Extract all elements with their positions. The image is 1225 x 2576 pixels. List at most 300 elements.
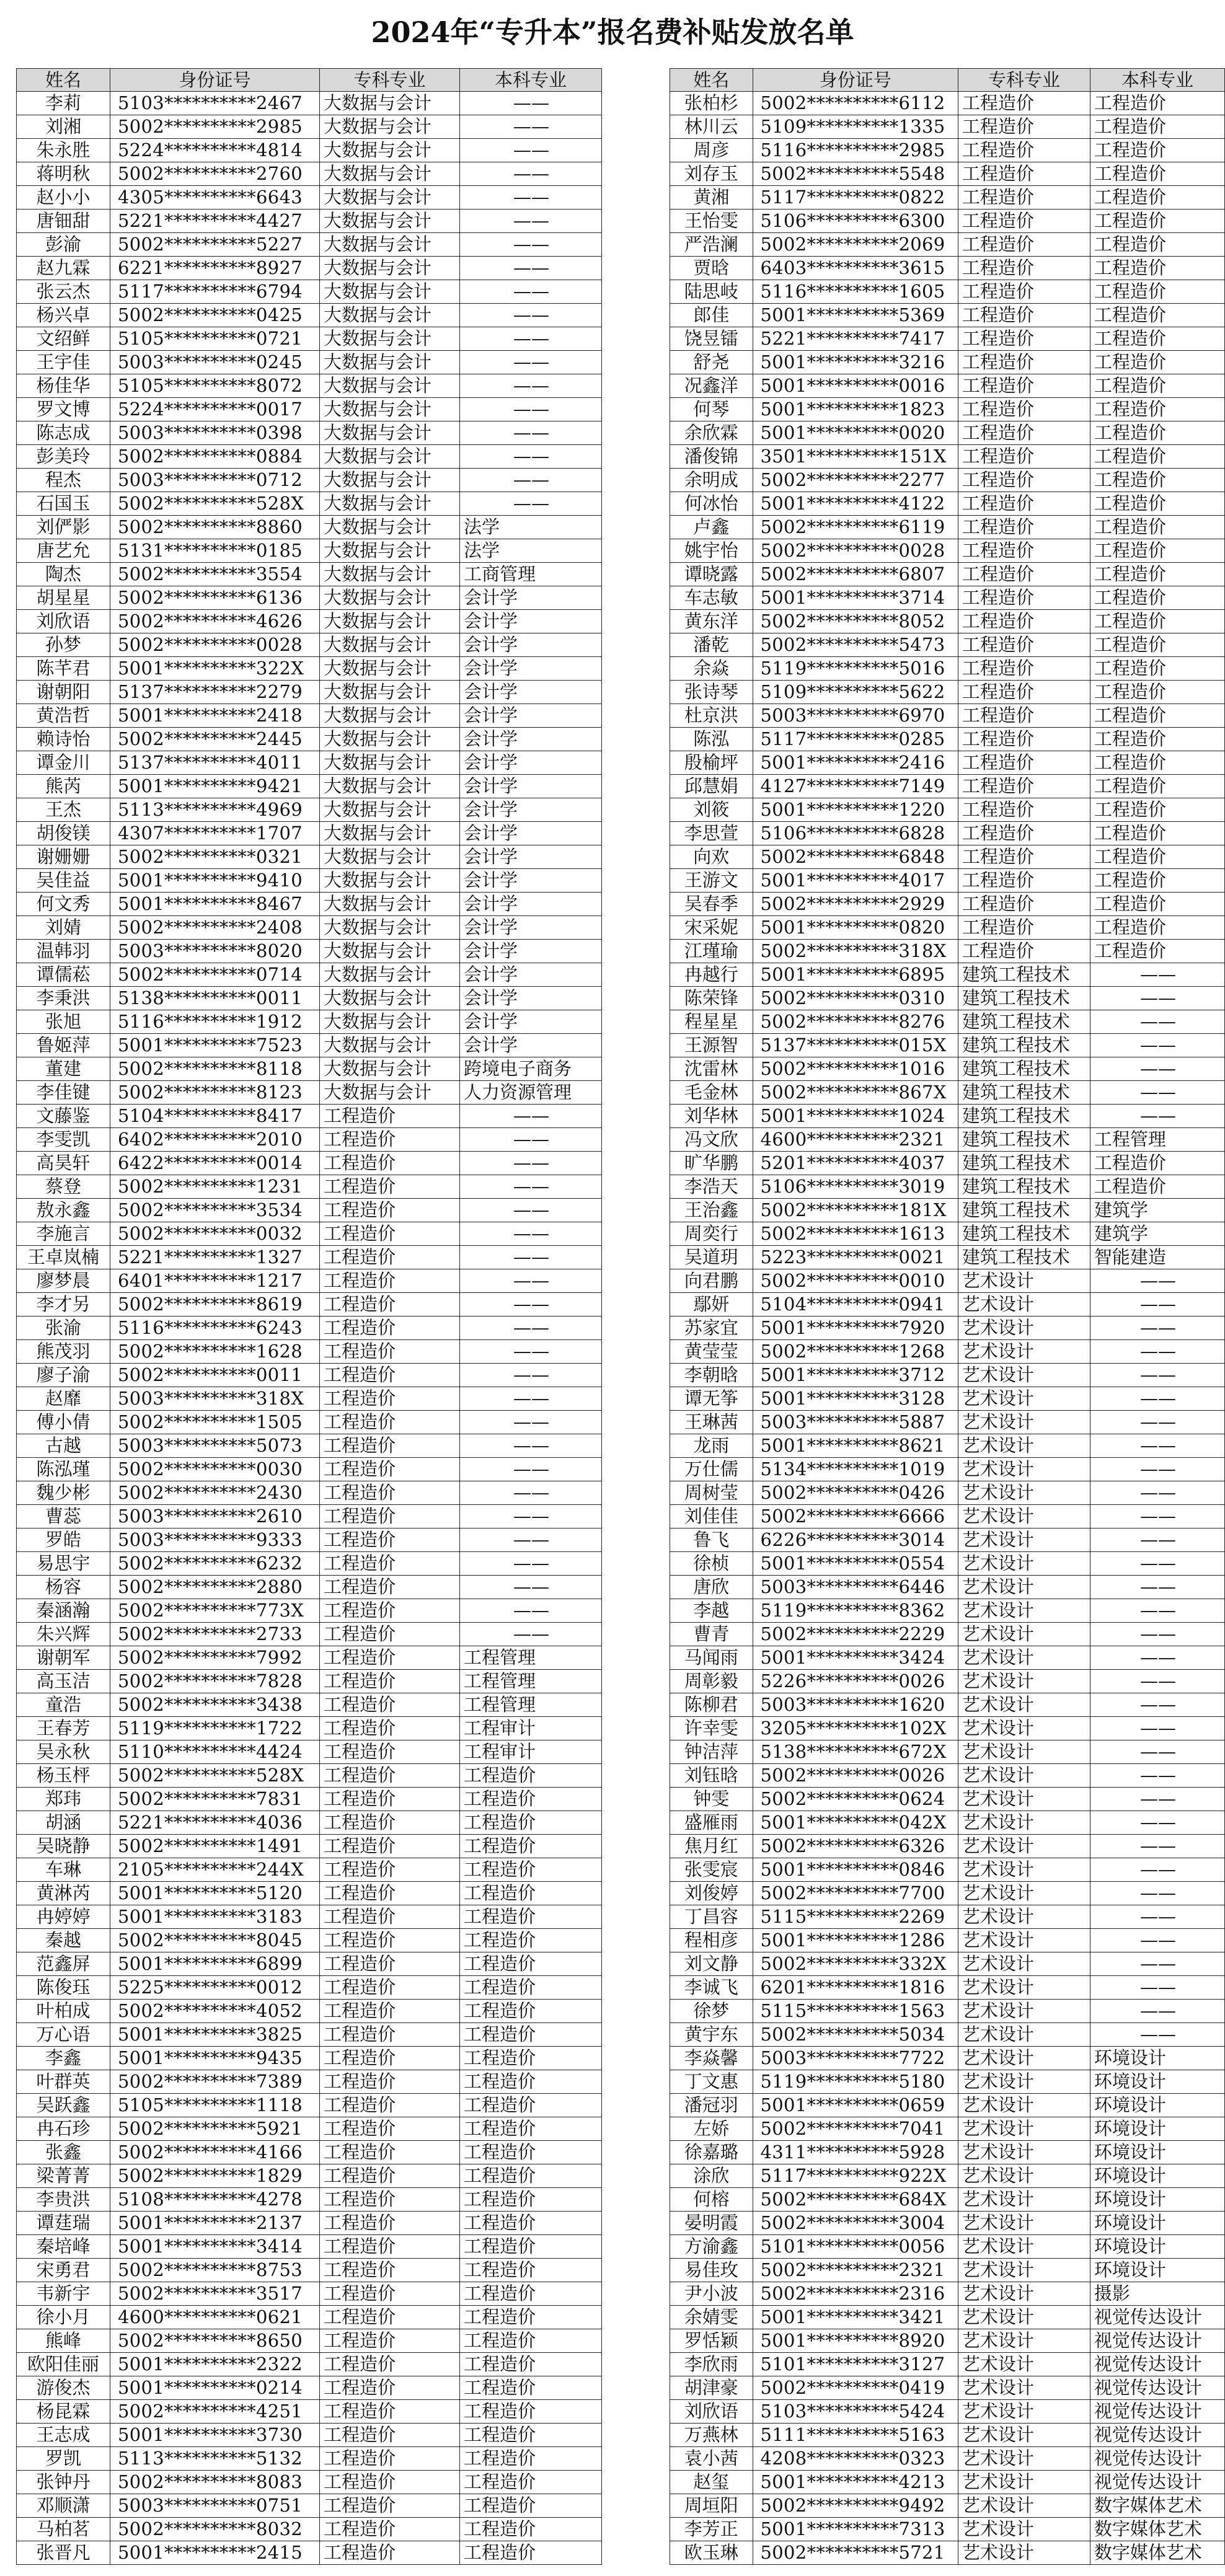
cell-bachelor-major: ——	[460, 162, 602, 186]
table-row	[670, 2400, 1225, 2424]
cell-bachelor-major: 会计学	[460, 1034, 602, 1057]
table-row	[670, 469, 1225, 492]
cell-name: 黄浩哲	[17, 704, 110, 728]
cell-bachelor-major: ——	[1090, 1057, 1224, 1081]
cell-id-number: 5108**********4278	[110, 2188, 320, 2212]
table-row	[17, 304, 602, 327]
cell-name: 高昊轩	[17, 1152, 110, 1175]
cell-college-major: 艺术设计	[958, 1576, 1090, 1599]
table-row	[670, 304, 1225, 327]
table-row	[17, 2494, 602, 2518]
cell-college-major: 工程造价	[320, 1764, 460, 1788]
cell-id-number: 5002**********8123	[110, 1081, 320, 1105]
cell-id-number: 5001**********9421	[110, 775, 320, 798]
header-college-major: 专科专业	[958, 69, 1090, 92]
cell-id-number: 5119**********8362	[753, 1599, 958, 1623]
cell-name: 刘筱	[670, 798, 753, 822]
cell-college-major: 工程造价	[320, 1952, 460, 1976]
cell-id-number: 5115**********1563	[753, 2000, 958, 2023]
cell-id-number: 5001**********3128	[753, 1387, 958, 1411]
cell-name: 许幸雯	[670, 1717, 753, 1740]
cell-bachelor-major: ——	[460, 1481, 602, 1505]
cell-id-number: 5104**********0941	[753, 1293, 958, 1317]
cell-id-number: 5001**********3414	[110, 2235, 320, 2259]
cell-college-major: 艺术设计	[958, 2070, 1090, 2094]
cell-bachelor-major: 工程造价	[1090, 374, 1224, 398]
table-row	[670, 1693, 1225, 1717]
table-row	[670, 610, 1225, 633]
cell-college-major: 工程造价	[958, 421, 1090, 445]
cell-id-number: 5001**********1024	[753, 1105, 958, 1128]
table-row	[17, 798, 602, 822]
cell-bachelor-major: ——	[1090, 1576, 1224, 1599]
cell-bachelor-major: 工程造价	[1090, 940, 1224, 963]
cell-id-number: 5003**********6446	[753, 1576, 958, 1599]
cell-bachelor-major: 智能建造	[1090, 1246, 1224, 1269]
cell-name: 贾晗	[670, 257, 753, 280]
cell-bachelor-major: 视觉传达设计	[1090, 2447, 1224, 2471]
cell-college-major: 工程造价	[958, 751, 1090, 775]
cell-college-major: 大数据与会计	[320, 940, 460, 963]
cell-id-number: 5002**********8052	[753, 610, 958, 633]
table-row	[17, 1528, 602, 1552]
cell-bachelor-major: 工程造价	[1090, 233, 1224, 257]
cell-name: 邱慧娟	[670, 775, 753, 798]
table-row	[17, 2447, 602, 2471]
table-row	[17, 1034, 602, 1057]
cell-bachelor-major: 工程造价	[1090, 916, 1224, 940]
cell-name: 杜京洪	[670, 704, 753, 728]
cell-id-number: 5001**********5120	[110, 1882, 320, 1905]
table-row	[17, 2259, 602, 2282]
cell-bachelor-major: ——	[1090, 2000, 1224, 2023]
cell-name: 唐钿甜	[17, 210, 110, 233]
cell-college-major: 工程造价	[320, 2117, 460, 2141]
cell-id-number: 5225**********0012	[110, 1976, 320, 2000]
table-row	[670, 1411, 1225, 1434]
cell-bachelor-major: 工程造价	[460, 2282, 602, 2306]
table-row	[17, 1858, 602, 1882]
cell-name: 向君鹏	[670, 1269, 753, 1293]
cell-college-major: 工程造价	[958, 257, 1090, 280]
table-row	[17, 421, 602, 445]
cell-college-major: 艺术设计	[958, 1929, 1090, 1952]
cell-name: 鲁飞	[670, 1528, 753, 1552]
table-row	[17, 1057, 602, 1081]
table-row	[17, 1105, 602, 1128]
cell-bachelor-major: 工程造价	[460, 2259, 602, 2282]
cell-id-number: 5106**********6828	[753, 822, 958, 845]
cell-name: 郑玮	[17, 1788, 110, 1811]
table-row	[17, 1693, 602, 1717]
cell-college-major: 建筑工程技术	[958, 1175, 1090, 1199]
cell-name: 杨佳华	[17, 374, 110, 398]
cell-college-major: 艺术设计	[958, 1882, 1090, 1905]
cell-name: 饶昱镭	[670, 327, 753, 351]
cell-college-major: 大数据与会计	[320, 186, 460, 210]
cell-college-major: 大数据与会计	[320, 280, 460, 304]
cell-name: 胡涵	[17, 1811, 110, 1835]
cell-id-number: 5002**********867X	[753, 1081, 958, 1105]
cell-bachelor-major: 工程造价	[460, 2235, 602, 2259]
cell-name: 唐欣	[670, 1576, 753, 1599]
cell-name: 李朝晗	[670, 1364, 753, 1387]
cell-name: 高玉洁	[17, 1670, 110, 1693]
cell-name: 叶群英	[17, 2070, 110, 2094]
cell-bachelor-major: 工程审计	[460, 1717, 602, 1740]
cell-college-major: 工程造价	[320, 2000, 460, 2023]
cell-id-number: 5101**********3127	[753, 2353, 958, 2376]
cell-id-number: 5001**********1823	[753, 398, 958, 421]
table-row	[17, 1905, 602, 1929]
cell-college-major: 工程造价	[320, 1481, 460, 1505]
header-row	[17, 69, 602, 92]
table-row	[17, 280, 602, 304]
cell-name: 周奕行	[670, 1222, 753, 1246]
cell-college-major: 建筑工程技术	[958, 1057, 1090, 1081]
header-bachelor-major: 本科专业	[460, 69, 602, 92]
cell-id-number: 5002**********2445	[110, 728, 320, 751]
cell-name: 黄莹莹	[670, 1340, 753, 1364]
cell-id-number: 5002**********0028	[753, 539, 958, 563]
cell-bachelor-major: ——	[460, 280, 602, 304]
table-row	[670, 1434, 1225, 1458]
cell-college-major: 工程造价	[320, 1175, 460, 1199]
cell-college-major: 工程造价	[320, 2329, 460, 2353]
cell-name: 李雯凯	[17, 1128, 110, 1152]
table-row	[17, 2212, 602, 2235]
cell-name: 陈柳君	[670, 1693, 753, 1717]
cell-id-number: 5001**********2415	[110, 2541, 320, 2565]
table-row	[670, 1246, 1225, 1269]
cell-name: 刘华林	[670, 1105, 753, 1128]
cell-college-major: 工程造价	[320, 2047, 460, 2070]
cell-name: 古越	[17, 1434, 110, 1458]
cell-id-number: 5002**********2229	[753, 1623, 958, 1646]
cell-bachelor-major: 工程管理	[460, 1670, 602, 1693]
cell-bachelor-major: ——	[460, 1340, 602, 1364]
table-row	[17, 2235, 602, 2259]
cell-id-number: 5001**********0214	[110, 2376, 320, 2400]
cell-id-number: 5002**********7831	[110, 1788, 320, 1811]
cell-college-major: 艺术设计	[958, 1599, 1090, 1623]
cell-college-major: 大数据与会计	[320, 1034, 460, 1057]
table-row	[17, 2329, 602, 2353]
cell-id-number: 4600**********2321	[753, 1128, 958, 1152]
cell-name: 晏明霞	[670, 2212, 753, 2235]
table-row	[17, 1246, 602, 1269]
table-row	[17, 2023, 602, 2047]
cell-name: 车志敏	[670, 586, 753, 610]
cell-name: 谭金川	[17, 751, 110, 775]
cell-name: 李诚飞	[670, 1976, 753, 2000]
table-row	[17, 2541, 602, 2565]
cell-name: 冉婷婷	[17, 1905, 110, 1929]
cell-bachelor-major: 工程造价	[1090, 657, 1224, 681]
table-row	[670, 1788, 1225, 1811]
cell-id-number: 5001**********3825	[110, 2023, 320, 2047]
cell-college-major: 工程造价	[320, 1811, 460, 1835]
table-row	[17, 1882, 602, 1905]
table-row	[670, 2235, 1225, 2259]
cell-id-number: 5134**********1019	[753, 1458, 958, 1481]
cell-name: 车琳	[17, 1858, 110, 1882]
cell-name: 林川云	[670, 115, 753, 139]
cell-id-number: 5002**********5034	[753, 2023, 958, 2047]
cell-name: 刘存玉	[670, 162, 753, 186]
cell-id-number: 5113**********5132	[110, 2447, 320, 2471]
table-row	[17, 1576, 602, 1599]
cell-college-major: 艺术设计	[958, 1364, 1090, 1387]
table-row	[670, 516, 1225, 539]
cell-college-major: 工程造价	[958, 633, 1090, 657]
table-row	[670, 1858, 1225, 1882]
cell-id-number: 5002**********2316	[753, 2282, 958, 2306]
cell-id-number: 5001**********2418	[110, 704, 320, 728]
cell-name: 何冰怡	[670, 492, 753, 516]
table-row	[17, 1199, 602, 1222]
cell-college-major: 工程造价	[958, 398, 1090, 421]
cell-college-major: 艺术设计	[958, 1411, 1090, 1434]
cell-id-number: 5001**********8920	[753, 2329, 958, 2353]
cell-name: 吴永秋	[17, 1740, 110, 1764]
table-row	[17, 1152, 602, 1175]
table-row	[670, 798, 1225, 822]
cell-id-number: 5001**********3730	[110, 2424, 320, 2447]
cell-bachelor-major: ——	[1090, 1411, 1224, 1434]
header-college-major: 专科专业	[320, 69, 460, 92]
cell-id-number: 3501**********151X	[753, 445, 958, 469]
cell-college-major: 工程造价	[320, 1246, 460, 1269]
cell-id-number: 5002**********2321	[753, 2259, 958, 2282]
table-row	[670, 751, 1225, 775]
table-row	[670, 445, 1225, 469]
cell-name: 范鑫屏	[17, 1952, 110, 1976]
cell-college-major: 艺术设计	[958, 1811, 1090, 1835]
table-row	[670, 2353, 1225, 2376]
cell-id-number: 5002**********528X	[110, 1764, 320, 1788]
cell-name: 王志成	[17, 2424, 110, 2447]
cell-college-major: 工程造价	[958, 940, 1090, 963]
cell-name: 丁昌容	[670, 1905, 753, 1929]
cell-college-major: 工程造价	[958, 115, 1090, 139]
cell-college-major: 艺术设计	[958, 1505, 1090, 1528]
cell-college-major: 艺术设计	[958, 1764, 1090, 1788]
cell-name: 马柏茗	[17, 2518, 110, 2541]
cell-bachelor-major: 人力资源管理	[460, 1081, 602, 1105]
table-row	[17, 916, 602, 940]
table-row	[17, 1740, 602, 1764]
cell-name: 刘俨影	[17, 516, 110, 539]
cell-college-major: 大数据与会计	[320, 92, 460, 115]
cell-college-major: 大数据与会计	[320, 162, 460, 186]
cell-id-number: 6401**********1217	[110, 1269, 320, 1293]
cell-name: 钟洁萍	[670, 1740, 753, 1764]
cell-name: 杨昆霖	[17, 2400, 110, 2424]
table-row	[670, 2447, 1225, 2471]
cell-id-number: 5137**********2279	[110, 681, 320, 704]
table-row	[670, 704, 1225, 728]
cell-name: 向欢	[670, 845, 753, 869]
cell-id-number: 3205**********102X	[753, 1717, 958, 1740]
table-row	[670, 210, 1225, 233]
cell-college-major: 艺术设计	[958, 2259, 1090, 2282]
table-row	[670, 257, 1225, 280]
cell-id-number: 5002**********5548	[753, 162, 958, 186]
cell-name: 马闻雨	[670, 1646, 753, 1670]
cell-name: 张柏杉	[670, 92, 753, 115]
cell-name: 吴春季	[670, 893, 753, 916]
cell-id-number: 4305**********6643	[110, 186, 320, 210]
cell-college-major: 艺术设计	[958, 2353, 1090, 2376]
table-row	[17, 115, 602, 139]
cell-id-number: 5002**********6136	[110, 586, 320, 610]
cell-name: 敖永鑫	[17, 1199, 110, 1222]
cell-bachelor-major: ——	[1090, 1505, 1224, 1528]
table-row	[670, 1199, 1225, 1222]
cell-college-major: 工程造价	[320, 2282, 460, 2306]
cell-id-number: 5002**********773X	[110, 1599, 320, 1623]
table-row	[17, 1081, 602, 1105]
cell-name: 彭渝	[17, 233, 110, 257]
cell-id-number: 5002**********8619	[110, 1293, 320, 1317]
cell-id-number: 5001**********8621	[753, 1434, 958, 1458]
cell-name: 秦涵瀚	[17, 1599, 110, 1623]
cell-name: 胡俊镁	[17, 822, 110, 845]
cell-name: 李浩天	[670, 1175, 753, 1199]
cell-bachelor-major: ——	[460, 1505, 602, 1528]
cell-id-number: 5002**********3534	[110, 1199, 320, 1222]
table-row	[670, 1552, 1225, 1576]
cell-id-number: 5002**********2733	[110, 1623, 320, 1646]
cell-bachelor-major: 会计学	[460, 633, 602, 657]
cell-college-major: 建筑工程技术	[958, 1081, 1090, 1105]
table-row	[17, 1717, 602, 1740]
cell-college-major: 艺术设计	[958, 1387, 1090, 1411]
cell-college-major: 工程造价	[320, 1293, 460, 1317]
cell-bachelor-major: 视觉传达设计	[1090, 2329, 1224, 2353]
cell-id-number: 5002**********5921	[110, 2117, 320, 2141]
table-row	[670, 681, 1225, 704]
cell-college-major: 艺术设计	[958, 1458, 1090, 1481]
cell-bachelor-major: 工程造价	[1090, 704, 1224, 728]
cell-name: 罗凯	[17, 2447, 110, 2471]
table-row	[670, 728, 1225, 751]
cell-college-major: 工程造价	[320, 1740, 460, 1764]
table-row	[17, 2047, 602, 2070]
cell-bachelor-major: ——	[1090, 1034, 1224, 1057]
cell-name: 刘欣语	[17, 610, 110, 633]
cell-college-major: 大数据与会计	[320, 374, 460, 398]
cell-bachelor-major: 环境设计	[1090, 2070, 1224, 2094]
table-row	[17, 2000, 602, 2023]
cell-name: 谭晓露	[670, 563, 753, 586]
cell-id-number: 5001**********9435	[110, 2047, 320, 2070]
cell-bachelor-major: ——	[460, 1293, 602, 1317]
cell-name: 刘俊婷	[670, 1882, 753, 1905]
cell-name: 左娇	[670, 2117, 753, 2141]
cell-college-major: 工程造价	[320, 2541, 460, 2565]
cell-bachelor-major: ——	[460, 374, 602, 398]
cell-college-major: 建筑工程技术	[958, 1246, 1090, 1269]
cell-id-number: 6402**********2010	[110, 1128, 320, 1152]
cell-id-number: 5001**********0016	[753, 374, 958, 398]
cell-name: 余婧雯	[670, 2306, 753, 2329]
cell-name: 欧阳佳丽	[17, 2353, 110, 2376]
cell-college-major: 建筑工程技术	[958, 1034, 1090, 1057]
cell-college-major: 艺术设计	[958, 2329, 1090, 2353]
table-row	[670, 139, 1225, 162]
cell-college-major: 工程造价	[958, 327, 1090, 351]
cell-college-major: 大数据与会计	[320, 610, 460, 633]
cell-name: 易佳玫	[670, 2259, 753, 2282]
cell-id-number: 5001**********042X	[753, 1811, 958, 1835]
cell-id-number: 5002**********1491	[110, 1835, 320, 1858]
cell-bachelor-major: ——	[460, 210, 602, 233]
cell-name: 赵小小	[17, 186, 110, 210]
cell-bachelor-major: ——	[1090, 1976, 1224, 2000]
cell-bachelor-major: 视觉传达设计	[1090, 2400, 1224, 2424]
cell-id-number: 5002**********684X	[753, 2188, 958, 2212]
cell-bachelor-major: 环境设计	[1090, 2259, 1224, 2282]
cell-bachelor-major: 会计学	[460, 1010, 602, 1034]
cell-college-major: 工程造价	[320, 1788, 460, 1811]
cell-bachelor-major: ——	[1090, 1740, 1224, 1764]
table-row	[17, 2518, 602, 2541]
cell-name: 涂欣	[670, 2164, 753, 2188]
cell-id-number: 5002**********4052	[110, 2000, 320, 2023]
cell-name: 焦月红	[670, 1835, 753, 1858]
cell-id-number: 5109**********1335	[753, 115, 958, 139]
table-row	[17, 186, 602, 210]
table-row	[670, 1387, 1225, 1411]
cell-college-major: 大数据与会计	[320, 492, 460, 516]
cell-college-major: 大数据与会计	[320, 704, 460, 728]
cell-college-major: 工程造价	[320, 2494, 460, 2518]
cell-id-number: 5201**********4037	[753, 1152, 958, 1175]
cell-bachelor-major: 工程造价	[460, 2164, 602, 2188]
cell-bachelor-major: 工程管理	[460, 1646, 602, 1670]
cell-college-major: 大数据与会计	[320, 304, 460, 327]
header-id-number: 身份证号	[110, 69, 320, 92]
cell-college-major: 工程造价	[320, 1222, 460, 1246]
cell-name: 潘俊锦	[670, 445, 753, 469]
table-row	[670, 1929, 1225, 1952]
cell-name: 谢朝阳	[17, 681, 110, 704]
cell-bachelor-major: 视觉传达设计	[1090, 2306, 1224, 2329]
cell-bachelor-major: 工程造价	[460, 2494, 602, 2518]
cell-bachelor-major: ——	[1090, 1293, 1224, 1317]
cell-id-number: 4600**********0621	[110, 2306, 320, 2329]
cell-college-major: 工程造价	[320, 1128, 460, 1152]
cell-bachelor-major: ——	[1090, 1269, 1224, 1293]
cell-bachelor-major: 工程管理	[1090, 1128, 1224, 1152]
table-row	[17, 1340, 602, 1364]
cell-name: 罗皓	[17, 1528, 110, 1552]
cell-name: 石国玉	[17, 492, 110, 516]
cell-name: 宋勇君	[17, 2259, 110, 2282]
cell-name: 舒尧	[670, 351, 753, 374]
cell-name: 周彰毅	[670, 1670, 753, 1693]
cell-name: 何榕	[670, 2188, 753, 2212]
cell-bachelor-major: 工程造价	[1090, 633, 1224, 657]
cell-id-number: 5002**********0030	[110, 1458, 320, 1481]
cell-id-number: 5003**********2610	[110, 1505, 320, 1528]
cell-bachelor-major: ——	[1090, 1882, 1224, 1905]
cell-bachelor-major: 会计学	[460, 893, 602, 916]
cell-id-number: 5106**********6300	[753, 210, 958, 233]
cell-id-number: 5002**********0011	[110, 1364, 320, 1387]
